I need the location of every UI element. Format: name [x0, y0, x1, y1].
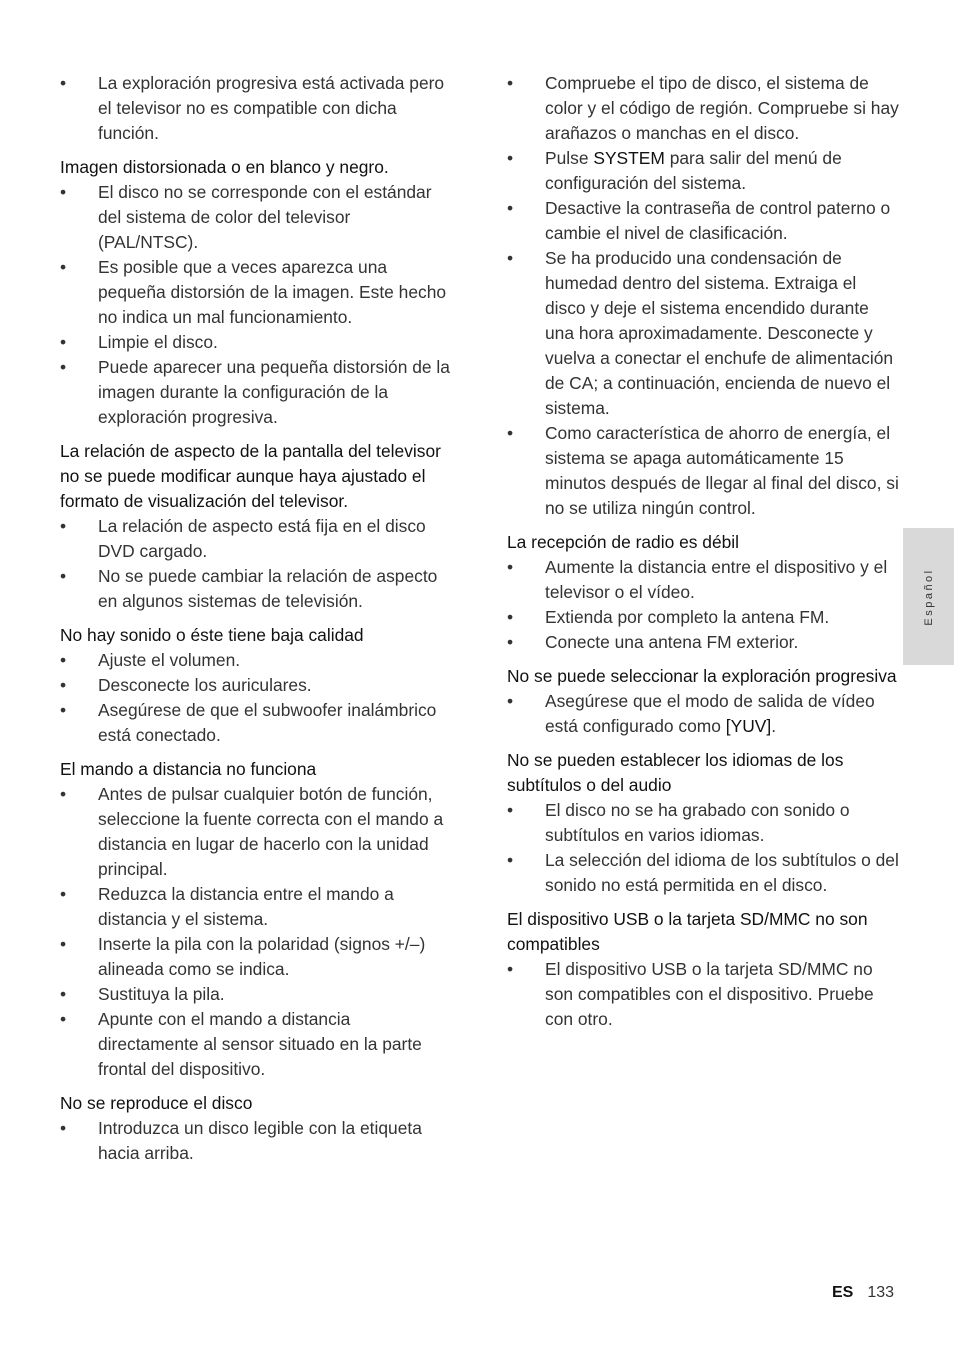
page-number: 133	[867, 1284, 895, 1301]
section-heading: El dispositivo USB o la tarjeta SD/MMC no son compatibles	[507, 909, 868, 954]
section-heading: No hay sonido o éste tiene baja calidad	[60, 625, 364, 645]
list-item: • No se puede cambiar la relación de aspecto en algunos sistemas de televisión.	[60, 566, 438, 611]
list-item: • El dispositivo USB o la tarjeta SD/MMC no son compatibles con el dispositivo. Pruebe con otro.	[507, 959, 874, 1029]
list-item: • Puede aparecer una pequeña distorsión de la imagen durante la configuración de la exploración progresiva.	[60, 357, 450, 427]
list-item: • Limpie el disco.	[60, 332, 218, 352]
section-subtitle-audio-languages	[507, 748, 899, 898]
list-item: • Asegúrese que el modo de salida de vídeo está configurado como [YUV].	[507, 691, 875, 736]
list-item: • Pulse SYSTEM para salir del menú de configuración del sistema.	[507, 148, 842, 193]
list-item: • Compruebe el tipo de disco, el sistema de color y el código de región. Compruebe si hay arañazos o manchas en el disco.	[507, 73, 899, 143]
section-disc-not-playing	[60, 1091, 452, 1166]
section-heading: El mando a distancia no funciona	[60, 759, 317, 779]
language-code: ES	[832, 1284, 854, 1301]
section-remote-control	[60, 757, 452, 1082]
language-side-tab	[903, 528, 954, 665]
section-progressive-scan	[507, 664, 899, 739]
list-item: • Sustituya la pila.	[60, 984, 225, 1004]
section-no-sound	[60, 623, 452, 748]
list-item: • El disco no se corresponde con el estándar del sistema de color del televisor (PAL/NTSC).	[60, 182, 432, 252]
list-item: • Es posible que a veces aparezca una pequeña distorsión de la imagen. Este hecho no indica un mal funcionamiento.	[60, 257, 447, 327]
list-item: • Desconecte los auriculares.	[60, 675, 312, 695]
section-usb-sd-compat	[507, 907, 899, 1032]
list-item: • La relación de aspecto está fija en el disco DVD cargado.	[60, 516, 426, 561]
section-disc-checks	[507, 71, 899, 521]
section-heading: La recepción de radio es débil	[507, 532, 740, 552]
system-key-label: SYSTEM	[593, 148, 665, 168]
list-item: • La exploración progresiva está activada pero el televisor no es compatible con dicha función.	[60, 73, 445, 143]
list-item: • Antes de pulsar cualquier botón de función, seleccione la fuente correcta con el mando a distancia en lugar de hacerlo con la unidad principal.	[60, 784, 444, 879]
list-item: • Reduzca la distancia entre el mando a distancia y el sistema.	[60, 884, 394, 929]
section-heading: No se pueden establecer los idiomas de los subtítulos o del audio	[507, 750, 844, 795]
language-tab-label: Español	[922, 567, 935, 626]
section-aspect-ratio	[60, 439, 452, 614]
page-footer	[832, 1284, 894, 1302]
section-heading: No se reproduce el disco	[60, 1093, 253, 1113]
right-column	[507, 71, 899, 1041]
left-column	[60, 71, 452, 1175]
list-item: • Introduzca un disco legible con la etiqueta hacia arriba.	[60, 1118, 422, 1163]
list-item: • Inserte la pila con la polaridad (signos +/–) alineada como se indica.	[60, 934, 426, 979]
list-item: • La selección del idioma de los subtítulos o del sonido no está permitida en el disco.	[507, 850, 899, 895]
list-item: • Apunte con el mando a distancia directamente al sensor situado en la parte frontal del dispositivo.	[60, 1009, 422, 1079]
list-item: • Desactive la contraseña de control paterno o cambie el nivel de clasificación.	[507, 198, 891, 243]
list-item: • Asegúrese de que el subwoofer inalámbrico está conectado.	[60, 700, 437, 745]
section-progressive-scan-note	[60, 71, 452, 146]
section-heading: No se puede seleccionar la exploración progresiva	[507, 666, 897, 686]
list-item: • Extienda por completo la antena FM.	[507, 607, 830, 627]
section-distorted-image	[60, 155, 452, 430]
section-heading: Imagen distorsionada o en blanco y negro.	[60, 157, 389, 177]
list-item: • Conecte una antena FM exterior.	[507, 632, 799, 652]
section-weak-radio	[507, 530, 899, 655]
list-item: • Se ha producido una condensación de humedad dentro del sistema. Extraiga el disco y deje el sistema encendido durante una hora aproximadamente. Desconecte y vuelva a conectar el enchufe de alimentación de CA; a continuación, encienda de nuevo el sistema.	[507, 248, 894, 418]
list-item: • El disco no se ha grabado con sonido o subtítulos en varios idiomas.	[507, 800, 850, 845]
list-item: • Ajuste el volumen.	[60, 650, 241, 670]
list-item: • Aumente la distancia entre el dispositivo y el televisor o el vídeo.	[507, 557, 888, 602]
section-heading: La relación de aspecto de la pantalla del televisor no se puede modificar aunque haya ajustado el formato de visualización del televisor.	[60, 441, 441, 511]
list-item: • Como característica de ahorro de energía, el sistema se apaga automáticamente 15 minutos después de llegar al final del disco, si no se utiliza ningún control.	[507, 423, 899, 518]
yuv-key-label: [YUV]	[725, 716, 772, 736]
